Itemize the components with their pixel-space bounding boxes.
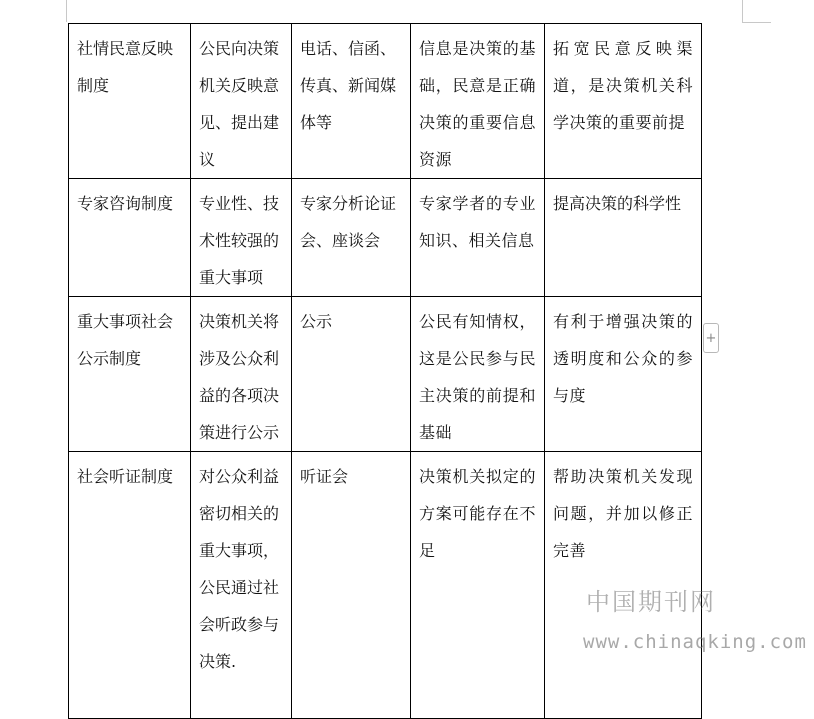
table-cell: 重大事项社会公示制度 bbox=[69, 297, 191, 452]
table-cell: 公民向决策机关反映意见、提出建议 bbox=[191, 24, 292, 179]
page-corner-mark-left bbox=[66, 0, 67, 22]
table-cell: 对公众利益密切相关的重大事项，公民通过社会听政参与决策. bbox=[191, 452, 292, 719]
table-cell: 有利于增强决策的透明度和公众的参与度 bbox=[545, 297, 702, 452]
table-cell: 信息是决策的基础，民意是正确决策的重要信息资源 bbox=[411, 24, 545, 179]
table-cell: 拓宽民意反映渠道，是决策机关科学决策的重要前提 bbox=[545, 24, 702, 179]
table-cell: 决策机关将涉及公众利益的各项决策进行公示 bbox=[191, 297, 292, 452]
table-cell: 帮助决策机关发现问题，并加以修正完善 bbox=[545, 452, 702, 719]
page-corner-mark-right bbox=[742, 0, 771, 23]
table-row bbox=[69, 297, 702, 452]
table-cell: 电话、信函、传真、新闻媒体等 bbox=[292, 24, 411, 179]
table-row bbox=[69, 179, 702, 297]
watermark-site-name: 中国期刊网 bbox=[586, 588, 716, 616]
table-cell: 公民有知情权，这是公民参与民主决策的前提和基础 bbox=[411, 297, 545, 452]
table-cell: 专家咨询制度 bbox=[69, 179, 191, 297]
table-cell: 专业性、技术性较强的重大事项 bbox=[191, 179, 292, 297]
table-cell: 提高决策的科学性 bbox=[545, 179, 702, 297]
table-cell: 听证会 bbox=[292, 452, 411, 719]
table-cell: 专家分析论证会、座谈会 bbox=[292, 179, 411, 297]
table-cell: 社情民意反映制度 bbox=[69, 24, 191, 179]
table-cell: 社会听证制度 bbox=[69, 452, 191, 719]
table-cell: 公示 bbox=[292, 297, 411, 452]
table-cell: 专家学者的专业知识、相关信息 bbox=[411, 179, 545, 297]
add-column-button[interactable]: + bbox=[703, 323, 719, 353]
table-row bbox=[69, 24, 702, 179]
watermark-url: www.chinaqking.com bbox=[583, 631, 807, 653]
table-cell: 决策机关拟定的方案可能存在不足 bbox=[411, 452, 545, 719]
